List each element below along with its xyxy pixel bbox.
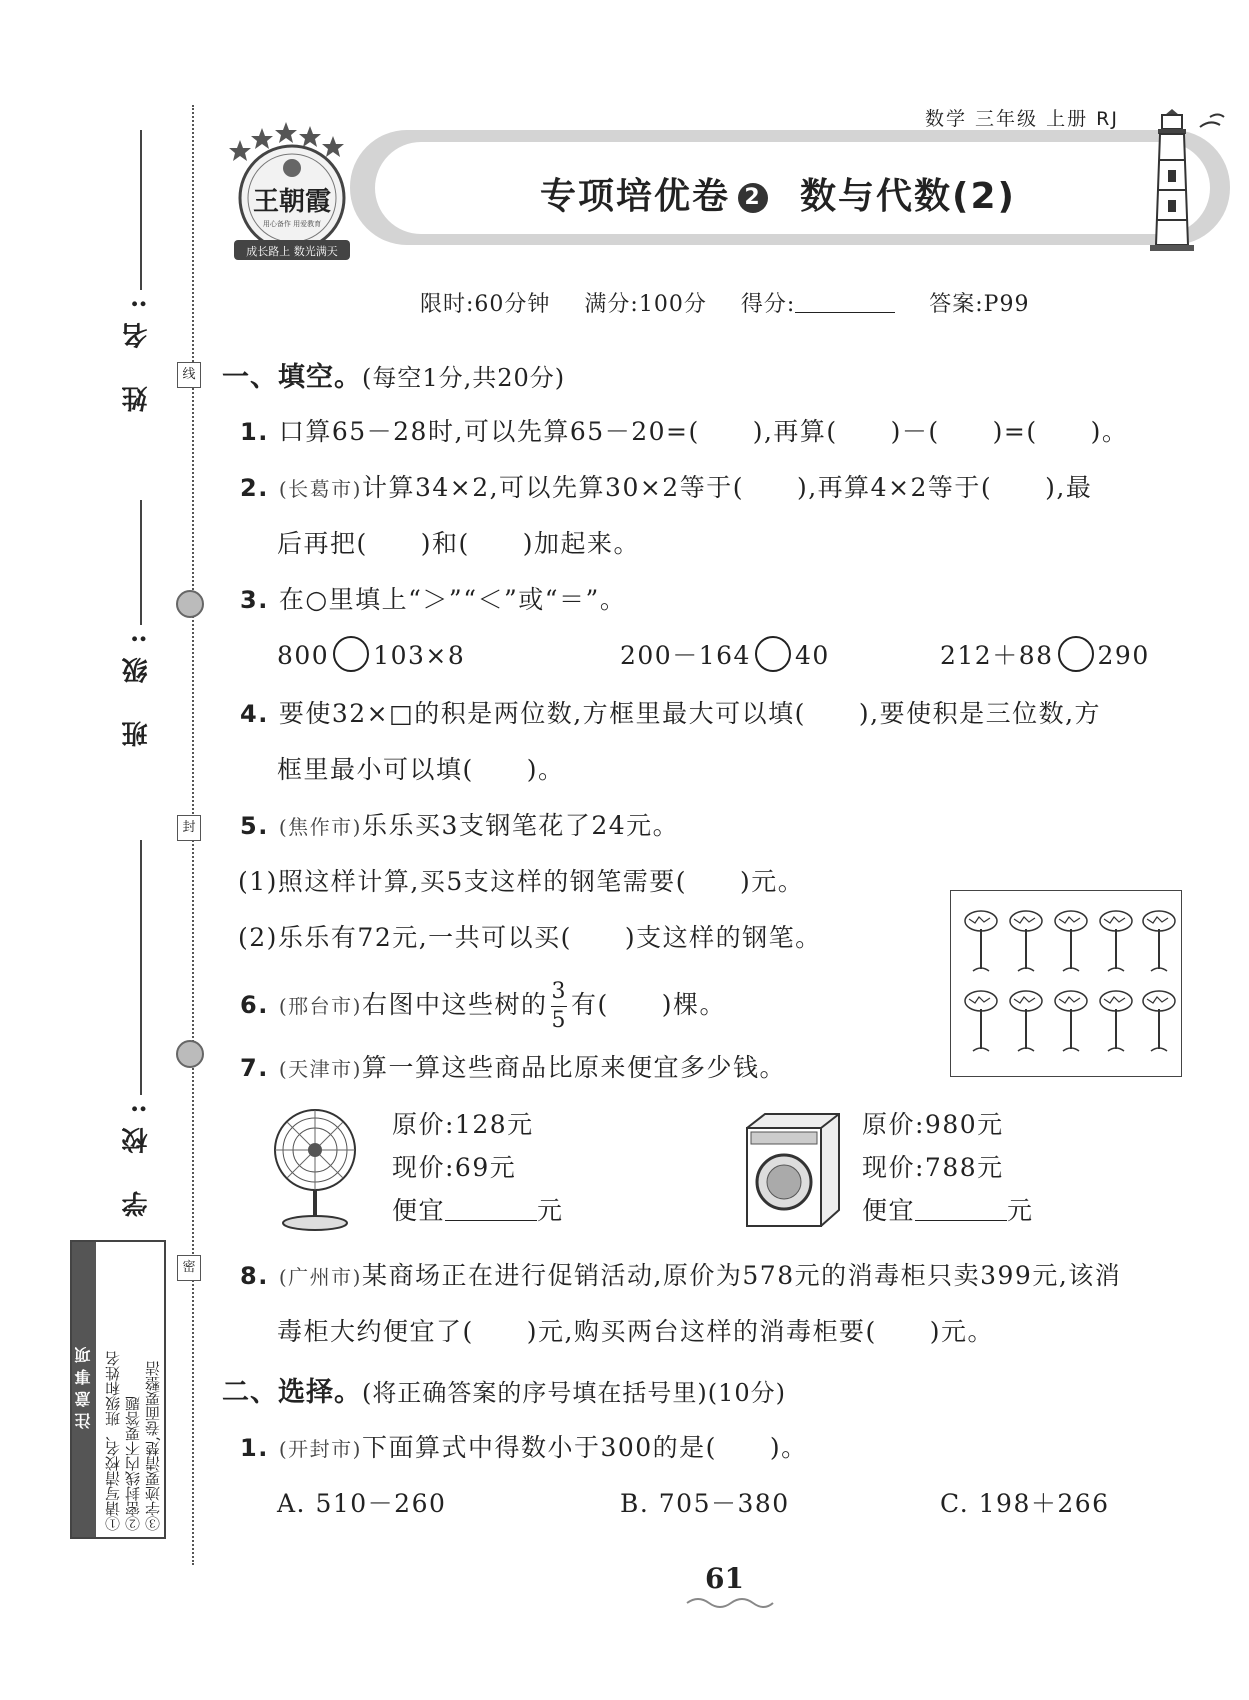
portrait-icon xyxy=(283,159,301,177)
full-score: 满分:100分 xyxy=(584,292,707,317)
time-limit: 限时:60分钟 xyxy=(420,292,551,317)
compare-item: 800 103×8 xyxy=(277,636,465,672)
option-a[interactable]: A. 510－260 xyxy=(277,1489,447,1518)
question-1-3: 3. 在○里填上“＞”“＜”或“＝”。 xyxy=(240,585,627,614)
compare-circle[interactable] xyxy=(755,636,791,672)
notice-title: 注意事项 xyxy=(72,1242,96,1537)
question-1-7: 7. (天津市)算一算这些商品比原来便宜多少钱。 xyxy=(240,1053,786,1082)
logo-slogan: 成长路上 数光满天 xyxy=(246,245,338,258)
page-number: 61 xyxy=(705,1562,744,1595)
title-suffix: 数与代数(2) xyxy=(800,176,1016,217)
score-field[interactable] xyxy=(795,312,895,313)
question-1-4: 4. 要使32×□的积是两位数,方框里最大可以填( ),要使积是三位数,方 xyxy=(240,699,1102,728)
washing-machine-icon xyxy=(743,1110,843,1230)
section-2-note: (将正确答案的序号填在括号里)(10分) xyxy=(362,1379,786,1407)
question-1-6: 6. (邢台市)右图中这些树的 $\frac{3}{5}$ 有( )棵。 xyxy=(240,979,726,1033)
question-1-5-sub2: (2)乐乐有72元,一共可以买( )支这样的钢笔。 xyxy=(238,923,822,952)
school-label: 学 校: xyxy=(122,1090,152,1217)
question-1-5: 5. (焦作市)乐乐买3支钢笔花了24元。 xyxy=(240,811,680,840)
lighthouse-icon xyxy=(1140,105,1235,255)
name-field[interactable] xyxy=(140,130,142,290)
fan-original-price: 原价:128元 xyxy=(392,1110,534,1139)
question-1-1: 1. 口算65－28时,可以先算65－20=( ),再算( )－( )=( )。 xyxy=(240,417,1129,446)
logo-motto: 用心备作 用爱教育 xyxy=(262,220,322,228)
wave-ornament-icon xyxy=(685,1595,775,1611)
compare-item: 212＋88 290 xyxy=(940,636,1150,672)
name-label: 姓 名: xyxy=(122,285,152,412)
notice-box xyxy=(70,1240,166,1539)
question-1-8: 8. (广州市)某商场正在进行促销活动,原价为578元的消毒柜只卖399元,该消 xyxy=(240,1261,1122,1290)
subject-grade: 数学 三年级 上册 RJ xyxy=(925,108,1119,130)
notice-item: ③字迹要清楚,卷面要整洁 xyxy=(144,1361,162,1531)
washer-cheaper: 便宜 元 xyxy=(862,1196,1034,1225)
notice-item: ②密封线内不要答题 xyxy=(124,1396,142,1531)
binding-knot-icon xyxy=(176,1040,204,1068)
seal-char-secret: 密 xyxy=(177,1255,201,1281)
question-1-8-cont: 毒柜大约便宜了( )元,购买两台这样的消毒柜要( )元。 xyxy=(277,1317,994,1346)
section-1-note: (每空1分,共20分) xyxy=(362,364,566,392)
washer-cheaper-field[interactable] xyxy=(915,1220,1007,1221)
electric-fan-icon xyxy=(270,1105,360,1235)
answer-ref: 答案:P99 xyxy=(929,292,1030,317)
washer-current-price: 现价:788元 xyxy=(862,1153,1004,1182)
option-b[interactable]: B. 705－380 xyxy=(620,1489,790,1518)
school-field[interactable] xyxy=(140,840,142,1095)
tree-grid-icon xyxy=(951,891,1181,1076)
notice-item: ①请写清校名、班级和姓名 xyxy=(104,1351,122,1531)
question-1-2: 2. (长葛市)计算34×2,可以先算30×2等于( ),再算4×2等于( ),最 xyxy=(240,473,1093,502)
washer-original-price: 原价:980元 xyxy=(862,1110,1004,1139)
question-2-1: 1. (开封市)下面算式中得数小于300的是( )。 xyxy=(240,1433,808,1462)
question-1-2-cont: 后再把( )和( )加起来。 xyxy=(277,529,641,558)
fan-current-price: 现价:69元 xyxy=(392,1153,517,1182)
title-number: 2 xyxy=(738,183,768,213)
score-label: 得分: xyxy=(740,292,796,317)
section-1-heading xyxy=(222,355,565,394)
title-prefix: 专项培优卷 xyxy=(540,176,731,217)
seal-char-line: 线 xyxy=(177,362,201,388)
exam-meta xyxy=(420,287,1029,318)
fan-cheaper: 便宜 元 xyxy=(392,1196,564,1225)
binding-knot-icon xyxy=(176,590,204,618)
section-1-title: 一、填空。 xyxy=(222,362,362,393)
question-1-5-sub1: (1)照这样计算,买5支这样的钢笔需要( )元。 xyxy=(238,867,805,896)
seal-char-seal: 封 xyxy=(177,815,201,841)
fraction: $\frac{3}{5}$ xyxy=(551,979,567,1033)
class-field[interactable] xyxy=(140,500,142,625)
trees-figure xyxy=(950,890,1182,1077)
fan-cheaper-field[interactable] xyxy=(445,1220,537,1221)
section-2-heading xyxy=(222,1370,786,1409)
option-c[interactable]: C. 198＋266 xyxy=(940,1489,1110,1518)
compare-item: 200－164 40 xyxy=(620,636,830,672)
class-label: 班 级: xyxy=(122,620,152,747)
page-title xyxy=(540,168,1016,219)
compare-circle[interactable] xyxy=(1058,636,1094,672)
brand-logo xyxy=(220,118,370,268)
section-2-title: 二、选择。 xyxy=(222,1377,362,1408)
question-1-4-cont: 框里最小可以填( )。 xyxy=(277,755,565,784)
compare-circle[interactable] xyxy=(333,636,369,672)
logo-brand-text: 王朝霞 xyxy=(252,187,332,217)
